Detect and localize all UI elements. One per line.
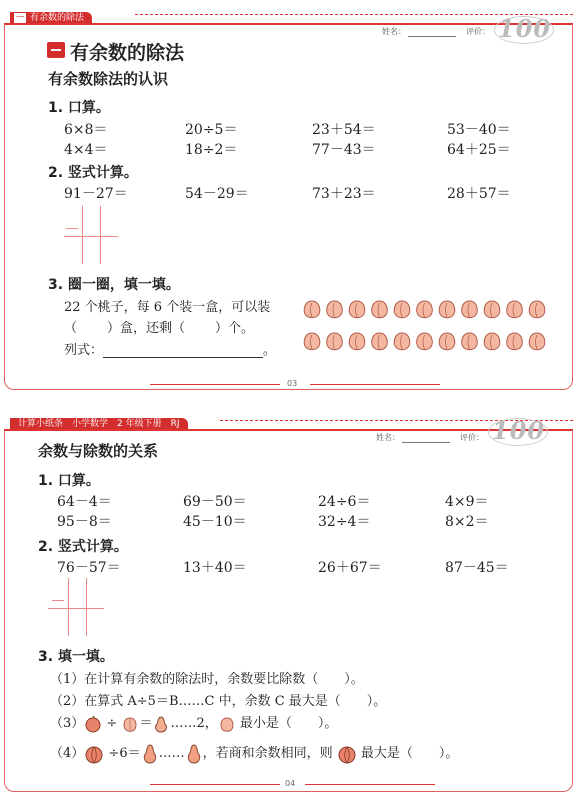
oral-item: 24÷6＝ [318, 494, 371, 510]
peach-icon[interactable] [372, 333, 387, 350]
oral-item: 64＋25＝ [447, 142, 511, 158]
question-3-title: 3. 圈一圈，填一填。 [48, 277, 180, 293]
vertical-calc-item: 13＋40＝ [183, 560, 247, 576]
peach-icon[interactable] [439, 301, 454, 318]
question-3-title: 3. 填一填。 [38, 649, 114, 665]
question-2-title: 2. 竖式计算。 [38, 539, 128, 555]
watermelon-icon [84, 744, 104, 764]
name-field[interactable] [382, 26, 456, 37]
peach-icon[interactable] [394, 301, 409, 318]
peach-icon [218, 715, 236, 733]
peach-icon[interactable] [327, 301, 342, 318]
section-marker [47, 42, 65, 58]
score-stamp: 100 [492, 416, 546, 445]
footer-rule-left [150, 384, 280, 385]
peach-icon[interactable] [349, 301, 364, 318]
peach-icon[interactable] [417, 333, 432, 350]
oral-item: 45－10＝ [183, 514, 247, 530]
rating-label: 评价： [466, 27, 490, 36]
vertical-calc-grid[interactable] [48, 578, 104, 636]
peach-icon[interactable] [462, 333, 477, 350]
watermelon-icon [337, 744, 357, 764]
page-number: 03 [287, 379, 298, 388]
oral-item: 18÷2＝ [185, 142, 238, 158]
fill-item-3: （3） ÷ ＝ ……2， 最小是（ ）。 [50, 716, 338, 731]
name-label: 姓名： [376, 433, 400, 442]
oral-item: 64－4＝ [57, 494, 112, 510]
rating-field [460, 432, 484, 443]
peach-icon[interactable] [507, 301, 522, 318]
oral-item: 77－43＝ [312, 142, 376, 158]
peach-group[interactable] [300, 294, 552, 354]
question-1-title: 1. 口算。 [38, 473, 100, 489]
oral-item: 4×4＝ [64, 142, 108, 158]
vertical-calc-item: 28＋57＝ [447, 186, 511, 202]
peach-icon[interactable] [462, 301, 477, 318]
oral-item: 20÷5＝ [185, 122, 238, 138]
apple-icon [84, 715, 102, 733]
peach-problem-line2: （ ）盒，还剩（ ）个。 [64, 321, 255, 336]
tab-marker: 一 [16, 13, 24, 22]
vertical-calc-item: 73＋23＝ [312, 186, 376, 202]
worksheet-page-03 [0, 0, 579, 400]
name-blank[interactable] [408, 36, 456, 37]
rating-label: 评价： [460, 433, 484, 442]
peach-icon[interactable] [349, 333, 364, 350]
peach-icon[interactable] [484, 333, 499, 350]
oral-item: 32÷4＝ [318, 514, 371, 530]
lesson-title: 余数与除数的关系 [38, 442, 159, 460]
page-number: 04 [285, 779, 296, 788]
vertical-calc-item: 91－27＝ [64, 186, 128, 202]
vertical-calc-item: 76－57＝ [57, 560, 121, 576]
oral-item: 69－50＝ [183, 494, 247, 510]
peach-icon[interactable] [529, 333, 544, 350]
vertical-calc-item: 87－45＝ [445, 560, 509, 576]
vertical-calc-item: 26＋67＝ [318, 560, 382, 576]
gourd-icon [185, 743, 203, 765]
footer-rule-right [310, 384, 440, 385]
question-1-title: 1. 口算。 [48, 100, 110, 116]
name-field[interactable] [376, 432, 450, 443]
name-label: 姓名： [382, 27, 406, 36]
formula-line: 列式： 。 [64, 343, 277, 358]
score-stamp: 100 [498, 14, 552, 43]
peach-icon[interactable] [304, 301, 319, 318]
peach-icon[interactable] [394, 333, 409, 350]
oral-item: 6×8＝ [64, 122, 108, 138]
lesson-title: 有余数除法的认识 [48, 70, 169, 88]
worksheet-page-04 [0, 406, 579, 802]
question-2-title: 2. 竖式计算。 [48, 165, 138, 181]
peach-problem-line1: 22 个桃子，每 6 个装一盒，可以装 [64, 300, 271, 315]
oral-item: 53－40＝ [447, 122, 511, 138]
peach-icon[interactable] [484, 301, 499, 318]
vertical-calc-grid[interactable] [64, 206, 118, 264]
header-tab: 计算小纸条 小学数学 2 年级下册 RJ [10, 418, 188, 430]
fill-item-1: （1）在计算有余数的除法时，余数要比除数（ ）。 [50, 672, 364, 687]
fill-item-4: （4） ÷6＝ …… ，若商和余数相同，则 最大是（ ）。 [50, 742, 458, 766]
tab-label: 有余数的除法 [30, 13, 85, 23]
peach-icon [121, 715, 139, 733]
oral-item: 23＋54＝ [312, 122, 376, 138]
oral-item: 4×9＝ [445, 494, 489, 510]
section-title: 有余数的除法 [70, 42, 185, 64]
oral-item: 8×2＝ [445, 514, 489, 530]
peach-icon[interactable] [507, 333, 522, 350]
name-blank[interactable] [402, 442, 450, 443]
footer-rule-right [305, 784, 435, 785]
formula-blank[interactable] [103, 357, 263, 358]
footer-rule-left [150, 784, 280, 785]
oral-item: 95－8＝ [57, 514, 112, 530]
rating-field [466, 26, 490, 37]
peach-icon[interactable] [417, 301, 432, 318]
peach-icon[interactable] [304, 333, 319, 350]
peach-icon[interactable] [372, 301, 387, 318]
pear-icon [152, 715, 170, 733]
peach-icon[interactable] [529, 301, 544, 318]
peach-icon[interactable] [327, 333, 342, 350]
fill-item-2: （2）在算式 A÷5＝B……C 中，余数 C 最大是（ ）。 [50, 694, 387, 709]
peach-icon[interactable] [439, 333, 454, 350]
vertical-calc-item: 54－29＝ [185, 186, 249, 202]
gourd-icon [141, 743, 159, 765]
